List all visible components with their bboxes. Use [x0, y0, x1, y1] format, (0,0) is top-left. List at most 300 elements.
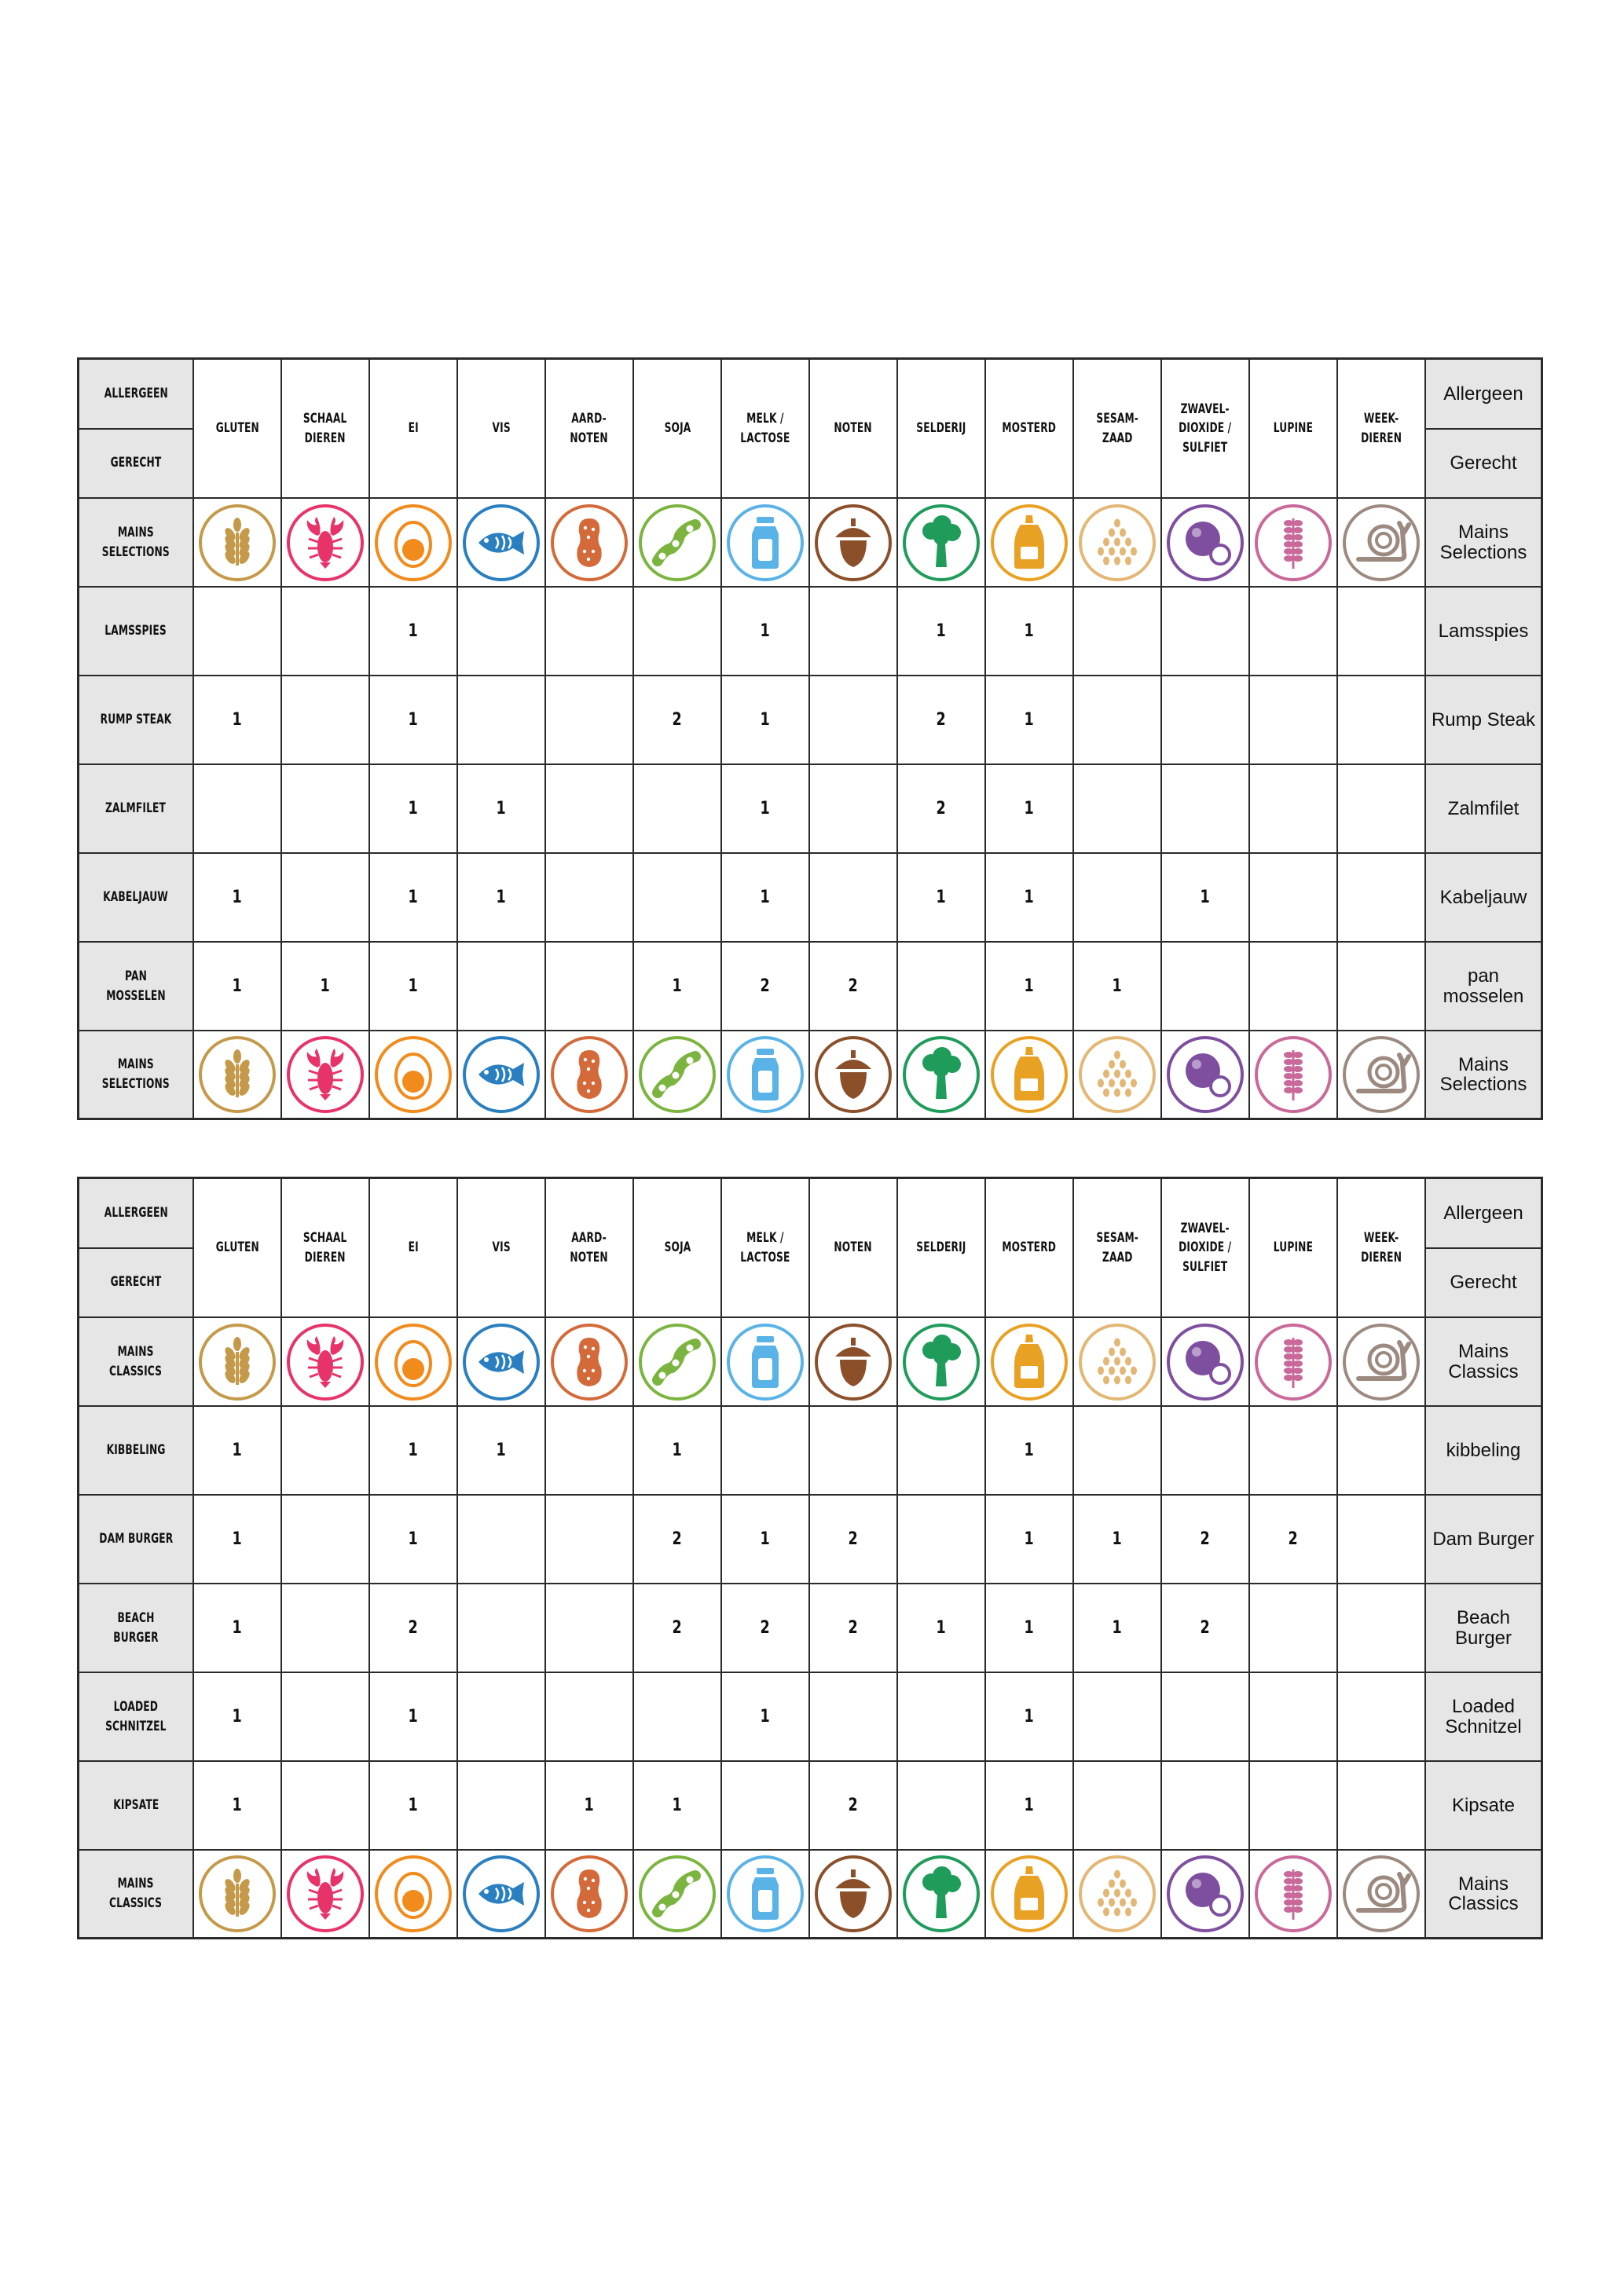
- fish-icon: [461, 503, 541, 583]
- allergen-value-cell: [458, 588, 546, 676]
- allergen-value: 1: [1024, 1618, 1035, 1638]
- allergen-value-cell: [282, 588, 370, 676]
- allergen-value-cell: [1162, 1584, 1250, 1673]
- allergen-value-cell: [1250, 765, 1338, 854]
- allergen-value: 1: [1112, 976, 1123, 996]
- icon-cell: [1162, 1031, 1250, 1120]
- column-header: [898, 357, 986, 499]
- sesame-icon: [1077, 1034, 1157, 1115]
- icon-row: [77, 1031, 1543, 1120]
- icon-cell: [458, 1851, 546, 1939]
- allergen-value-cell: [1162, 854, 1250, 943]
- allergen-value-cell: [1162, 588, 1250, 676]
- dish-name-right: Kipsate: [1451, 1794, 1516, 1816]
- section-label-cell: [77, 1318, 194, 1407]
- allergen-value-cell: [194, 1762, 282, 1851]
- allergen-value-cell: [1338, 1762, 1426, 1851]
- table-row: [77, 943, 1543, 1031]
- egg-icon: [373, 1322, 453, 1402]
- allergen-value: 1: [760, 888, 771, 907]
- icon-cell: [194, 1031, 282, 1120]
- dish-name-right: kibbeling: [1446, 1439, 1521, 1461]
- allergen-value-cell: [194, 1496, 282, 1584]
- allergen-value-cell: [722, 943, 810, 1031]
- section-label-right: Mains Classics: [1448, 1341, 1519, 1382]
- allergen-value: 2: [672, 1529, 683, 1549]
- allergen-value-cell: [634, 943, 722, 1031]
- icon-row: [77, 1318, 1543, 1407]
- column-label: SOJA: [664, 1240, 691, 1256]
- allergen-value-cell: [986, 1762, 1074, 1851]
- allergen-value-cell: [810, 1762, 898, 1851]
- header-row: [77, 357, 1543, 499]
- allergen-value: 2: [936, 710, 947, 730]
- allergen-value-cell: [1338, 765, 1426, 854]
- allergen-value-cell: [1338, 1584, 1426, 1673]
- icon-cell: [370, 1851, 458, 1939]
- section-label-right-cell: [1426, 1031, 1543, 1120]
- header-gerecht-right-cell: [1426, 1249, 1541, 1317]
- icon-cell: [194, 499, 282, 588]
- icon-cell: [194, 1318, 282, 1407]
- allergen-value: 2: [1288, 1529, 1299, 1549]
- allergen-value-cell: [634, 1407, 722, 1496]
- allergen-value-cell: [546, 854, 634, 943]
- column-label: EI: [408, 1240, 419, 1256]
- column-label: LUPINE: [1273, 1240, 1314, 1256]
- icon-cell: [1338, 499, 1426, 588]
- allergen-value-cell: [282, 1762, 370, 1851]
- column-label: SESAM- ZAAD: [1096, 410, 1138, 446]
- allergen-value-cell: [458, 943, 546, 1031]
- allergen-value: 2: [672, 1618, 683, 1638]
- allergen-value-cell: [370, 1673, 458, 1762]
- allergen-value: 1: [320, 976, 331, 996]
- column-label: EI: [408, 420, 419, 437]
- egg-icon: [373, 1854, 453, 1934]
- allergen-value: 1: [760, 799, 771, 818]
- allergen-value: 2: [848, 1796, 859, 1815]
- acorn-icon: [813, 1034, 893, 1115]
- allergen-value: 1: [232, 1707, 243, 1727]
- allergen-value: 1: [1024, 1441, 1035, 1460]
- allergen-value: 1: [496, 888, 507, 907]
- table-row: [77, 854, 1543, 943]
- wheat-icon: [197, 1322, 277, 1402]
- icon-cell: [1250, 1851, 1338, 1939]
- peanut-icon: [549, 1034, 629, 1115]
- dish-name-right-cell: [1426, 676, 1543, 765]
- acorn-icon: [813, 1854, 893, 1934]
- column-label: GLUTEN: [215, 1240, 259, 1256]
- allergen-value-cell: [282, 676, 370, 765]
- dish-name: RUMP STEAK: [100, 712, 172, 728]
- allergen-value: 1: [232, 976, 243, 996]
- allergen-value-cell: [1250, 588, 1338, 676]
- icon-cell: [546, 499, 634, 588]
- icon-cell: [282, 499, 370, 588]
- header-right: [1426, 1177, 1543, 1318]
- column-label: NOTEN: [834, 420, 873, 437]
- allergen-value: 1: [1112, 1529, 1123, 1549]
- allergen-value-cell: [634, 588, 722, 676]
- icon-cell: [634, 499, 722, 588]
- allergen-value: 2: [1200, 1529, 1211, 1549]
- column-label: WEEK- DIEREN: [1361, 1229, 1402, 1265]
- table-row: [77, 765, 1543, 854]
- allergen-value: 1: [408, 1529, 419, 1549]
- lobster-icon: [285, 1854, 365, 1934]
- column-label: NOTEN: [834, 1240, 873, 1256]
- allergen-value-cell: [370, 676, 458, 765]
- dish-name: PAN MOSSELEN: [106, 968, 166, 1004]
- dish-name-right: Kabeljauw: [1439, 886, 1527, 908]
- sulphite-icon: [1165, 1854, 1245, 1934]
- allergen-value: 1: [1024, 710, 1035, 730]
- allergen-value-cell: [458, 676, 546, 765]
- allergen-value-cell: [722, 588, 810, 676]
- snail-icon: [1341, 503, 1421, 583]
- fish-icon: [461, 1322, 541, 1402]
- allergen-value-cell: [634, 1584, 722, 1673]
- lobster-icon: [285, 503, 365, 583]
- column-label: ZWAVEL- DIOXIDE / SULFIET: [1179, 401, 1232, 456]
- section-label-right-cell: [1426, 1851, 1543, 1939]
- icon-cell: [282, 1318, 370, 1407]
- dish-name-cell: [77, 1673, 194, 1762]
- allergen-value-cell: [546, 943, 634, 1031]
- allergen-value-cell: [1074, 943, 1162, 1031]
- soy-icon: [637, 1034, 717, 1115]
- allergen-table: [77, 357, 1543, 1120]
- mustard-icon: [989, 503, 1069, 583]
- sulphite-icon: [1165, 1034, 1245, 1115]
- allergen-value-cell: [634, 1673, 722, 1762]
- allergen-value-cell: [986, 676, 1074, 765]
- allergen-value-cell: [1250, 1496, 1338, 1584]
- header-allergeen: ALLERGEEN: [104, 1204, 168, 1221]
- icon-cell: [370, 1318, 458, 1407]
- icon-cell: [634, 1851, 722, 1939]
- allergen-value: 1: [584, 1796, 595, 1815]
- section-label-cell: [77, 499, 194, 588]
- column-header: [194, 357, 282, 499]
- wheat-icon: [197, 1034, 277, 1115]
- icon-cell: [986, 499, 1074, 588]
- column-header: [722, 357, 810, 499]
- column-header: [282, 1177, 370, 1318]
- section-label-cell: [77, 1031, 194, 1120]
- table-row: [77, 676, 1543, 765]
- icon-cell: [458, 499, 546, 588]
- icon-cell: [1162, 1318, 1250, 1407]
- milk-icon: [725, 1322, 805, 1402]
- icon-cell: [1074, 1851, 1162, 1939]
- dish-name-right: Loaded Schnitzel: [1445, 1696, 1522, 1738]
- header-gerecht: GERECHT: [110, 455, 162, 471]
- lupine-icon: [1253, 1854, 1333, 1934]
- icon-cell: [722, 1031, 810, 1120]
- allergen-value-cell: [722, 1407, 810, 1496]
- allergen-value-cell: [1074, 765, 1162, 854]
- sulphite-icon: [1165, 503, 1245, 583]
- dish-name-right-cell: [1426, 854, 1543, 943]
- table-row: [77, 588, 1543, 676]
- allergen-value: 1: [760, 1707, 771, 1727]
- sesame-icon: [1077, 1322, 1157, 1402]
- allergen-value-cell: [282, 1407, 370, 1496]
- header-left: [77, 1177, 194, 1318]
- allergen-value-cell: [986, 1584, 1074, 1673]
- icon-cell: [898, 1031, 986, 1120]
- allergen-value-cell: [1074, 676, 1162, 765]
- allergen-value: 1: [408, 888, 419, 907]
- allergen-value-cell: [546, 1407, 634, 1496]
- allergen-value-cell: [546, 765, 634, 854]
- icon-cell: [458, 1031, 546, 1120]
- allergen-value: 1: [408, 1707, 419, 1727]
- table-row: [77, 1673, 1543, 1762]
- dish-name-right: Dam Burger: [1432, 1528, 1534, 1550]
- allergen-value-cell: [282, 765, 370, 854]
- allergen-value: 1: [408, 710, 419, 730]
- header-gerecht-cell: [79, 430, 192, 498]
- icon-cell: [1338, 1318, 1426, 1407]
- icon-cell: [194, 1851, 282, 1939]
- dish-name-cell: [77, 1584, 194, 1673]
- acorn-icon: [813, 1322, 893, 1402]
- allergen-value-cell: [986, 1673, 1074, 1762]
- allergen-value-cell: [810, 1673, 898, 1762]
- column-label: SESAM- ZAAD: [1096, 1229, 1138, 1265]
- allergen-value-cell: [546, 588, 634, 676]
- allergen-value-cell: [1250, 676, 1338, 765]
- allergen-value: 1: [1024, 621, 1035, 641]
- allergen-value-cell: [722, 1762, 810, 1851]
- icon-cell: [458, 1318, 546, 1407]
- column-header: [986, 1177, 1074, 1318]
- allergen-value-cell: [194, 1673, 282, 1762]
- allergen-value-cell: [1074, 1407, 1162, 1496]
- allergen-value-cell: [1250, 1762, 1338, 1851]
- snail-icon: [1341, 1034, 1421, 1115]
- column-label: GLUTEN: [215, 420, 259, 437]
- dish-name-cell: [77, 676, 194, 765]
- allergen-value-cell: [810, 676, 898, 765]
- dish-name-right: pan mosselen: [1443, 965, 1524, 1007]
- column-header: [1074, 1177, 1162, 1318]
- allergen-value-cell: [458, 1762, 546, 1851]
- allergen-value-cell: [1074, 1673, 1162, 1762]
- allergen-value-cell: [1338, 854, 1426, 943]
- column-header: [1250, 1177, 1338, 1318]
- allergen-value-cell: [1250, 943, 1338, 1031]
- icon-cell: [370, 1031, 458, 1120]
- allergen-value-cell: [1074, 1762, 1162, 1851]
- section-label: MAINS CLASSICS: [109, 1343, 163, 1379]
- dish-name-right-cell: [1426, 943, 1543, 1031]
- allergen-value-cell: [194, 676, 282, 765]
- allergen-value-cell: [370, 1496, 458, 1584]
- icon-cell: [722, 1851, 810, 1939]
- icon-cell: [634, 1031, 722, 1120]
- allergen-value-cell: [810, 854, 898, 943]
- allergen-value: 1: [936, 621, 947, 641]
- header-allergeen-right: Allergeen: [1443, 383, 1523, 405]
- allergen-value-cell: [898, 1673, 986, 1762]
- dish-name: DAM BURGER: [98, 1531, 174, 1547]
- allergen-value-cell: [546, 1584, 634, 1673]
- icon-row: [77, 1851, 1543, 1939]
- allergen-value-cell: [986, 765, 1074, 854]
- allergen-value-cell: [898, 1496, 986, 1584]
- allergen-value-cell: [1162, 1496, 1250, 1584]
- header-gerecht-right: Gerecht: [1450, 452, 1517, 474]
- dish-name: LOADED SCHNITZEL: [105, 1698, 167, 1734]
- column-label: VIS: [492, 1240, 511, 1256]
- allergen-value: 2: [672, 710, 683, 730]
- icon-cell: [1250, 499, 1338, 588]
- allergen-value: 1: [408, 621, 419, 641]
- allergen-value: 1: [672, 976, 683, 996]
- allergen-value-cell: [194, 588, 282, 676]
- allergen-value-cell: [282, 1584, 370, 1673]
- allergen-value-cell: [898, 943, 986, 1031]
- icon-row: [77, 499, 1543, 588]
- snail-icon: [1341, 1854, 1421, 1934]
- dish-name-right-cell: [1426, 1496, 1543, 1584]
- column-header: [634, 357, 722, 499]
- icon-cell: [722, 1318, 810, 1407]
- mustard-icon: [989, 1854, 1069, 1934]
- allergen-value: 1: [760, 1529, 771, 1549]
- dish-name-cell: [77, 1496, 194, 1584]
- allergen-value: 2: [848, 1618, 859, 1638]
- column-header: [898, 1177, 986, 1318]
- sulphite-icon: [1165, 1322, 1245, 1402]
- allergen-value-cell: [194, 943, 282, 1031]
- icon-cell: [810, 1031, 898, 1120]
- allergen-value-cell: [722, 1496, 810, 1584]
- allergen-table: [77, 1177, 1543, 1939]
- header-allergeen-right-cell: [1426, 1179, 1541, 1249]
- allergen-value: 2: [1200, 1618, 1211, 1638]
- allergen-value-cell: [634, 765, 722, 854]
- allergen-value-cell: [458, 854, 546, 943]
- table-row: [77, 1407, 1543, 1496]
- egg-icon: [373, 503, 453, 583]
- soy-icon: [637, 1854, 717, 1934]
- allergen-value-cell: [546, 676, 634, 765]
- allergen-value-cell: [634, 1496, 722, 1584]
- soy-icon: [637, 503, 717, 583]
- column-header: [722, 1177, 810, 1318]
- dish-name-right: Rump Steak: [1431, 709, 1536, 731]
- allergen-value-cell: [986, 1407, 1074, 1496]
- dish-name-right-cell: [1426, 765, 1543, 854]
- dish-name: KIBBELING: [106, 1442, 166, 1459]
- column-header: [634, 1177, 722, 1318]
- allergen-value-cell: [898, 676, 986, 765]
- allergen-value-cell: [1162, 1673, 1250, 1762]
- section-label: MAINS CLASSICS: [109, 1876, 163, 1911]
- column-header: [810, 357, 898, 499]
- allergen-value-cell: [458, 1407, 546, 1496]
- allergen-value: 1: [232, 710, 243, 730]
- allergen-value: 1: [408, 976, 419, 996]
- allergen-value-cell: [634, 1762, 722, 1851]
- column-header: [546, 1177, 634, 1318]
- lobster-icon: [285, 1034, 365, 1115]
- allergen-value-cell: [370, 1407, 458, 1496]
- allergen-value-cell: [370, 854, 458, 943]
- allergen-value-cell: [1162, 676, 1250, 765]
- allergen-value-cell: [898, 765, 986, 854]
- allergen-value-cell: [458, 1584, 546, 1673]
- allergen-value-cell: [1338, 1407, 1426, 1496]
- allergen-value-cell: [370, 1584, 458, 1673]
- column-label: VIS: [492, 420, 511, 437]
- allergen-value-cell: [1338, 588, 1426, 676]
- table-row: [77, 1496, 1543, 1584]
- peanut-icon: [549, 1854, 629, 1934]
- table-row: [77, 1762, 1543, 1851]
- dish-name-right-cell: [1426, 1762, 1543, 1851]
- icon-cell: [282, 1851, 370, 1939]
- allergen-value-cell: [810, 765, 898, 854]
- allergen-value: 1: [1024, 1707, 1035, 1727]
- allergen-value: 1: [496, 1441, 507, 1460]
- allergen-value-cell: [1074, 588, 1162, 676]
- allergen-value-cell: [546, 1762, 634, 1851]
- allergen-value-cell: [1338, 1496, 1426, 1584]
- egg-icon: [373, 1034, 453, 1115]
- dish-name-right-cell: [1426, 588, 1543, 676]
- column-label: MELK / LACTOSE: [740, 410, 790, 446]
- allergen-value: 1: [408, 1796, 419, 1815]
- column-label: SCHAAL DIEREN: [303, 410, 347, 446]
- section-label-right-cell: [1426, 1318, 1543, 1407]
- allergen-value: 1: [1024, 1529, 1035, 1549]
- icon-cell: [1250, 1031, 1338, 1120]
- allergen-value: 1: [1024, 888, 1035, 907]
- icon-cell: [898, 1318, 986, 1407]
- column-header: [370, 357, 458, 499]
- column-header: [1162, 357, 1250, 499]
- header-gerecht: GERECHT: [110, 1274, 162, 1291]
- header-allergeen-cell: [79, 1179, 192, 1249]
- allergen-value: 1: [408, 799, 419, 818]
- allergen-value-cell: [898, 1407, 986, 1496]
- lupine-icon: [1253, 1034, 1333, 1115]
- icon-cell: [986, 1851, 1074, 1939]
- allergen-value-cell: [898, 1762, 986, 1851]
- column-header: [546, 357, 634, 499]
- allergen-value-cell: [810, 1407, 898, 1496]
- allergen-value-cell: [546, 1673, 634, 1762]
- icon-cell: [1162, 1851, 1250, 1939]
- lupine-icon: [1253, 503, 1333, 583]
- allergen-value: 1: [232, 1618, 243, 1638]
- column-label: AARD- NOTEN: [570, 1229, 609, 1265]
- allergen-value-cell: [634, 854, 722, 943]
- allergen-value: 1: [760, 621, 771, 641]
- table-row: [77, 1584, 1543, 1673]
- section-label-cell: [77, 1851, 194, 1939]
- milk-icon: [725, 1854, 805, 1934]
- section-label-right: Mains Classics: [1448, 1873, 1519, 1914]
- column-label: SELDERIJ: [916, 1240, 966, 1256]
